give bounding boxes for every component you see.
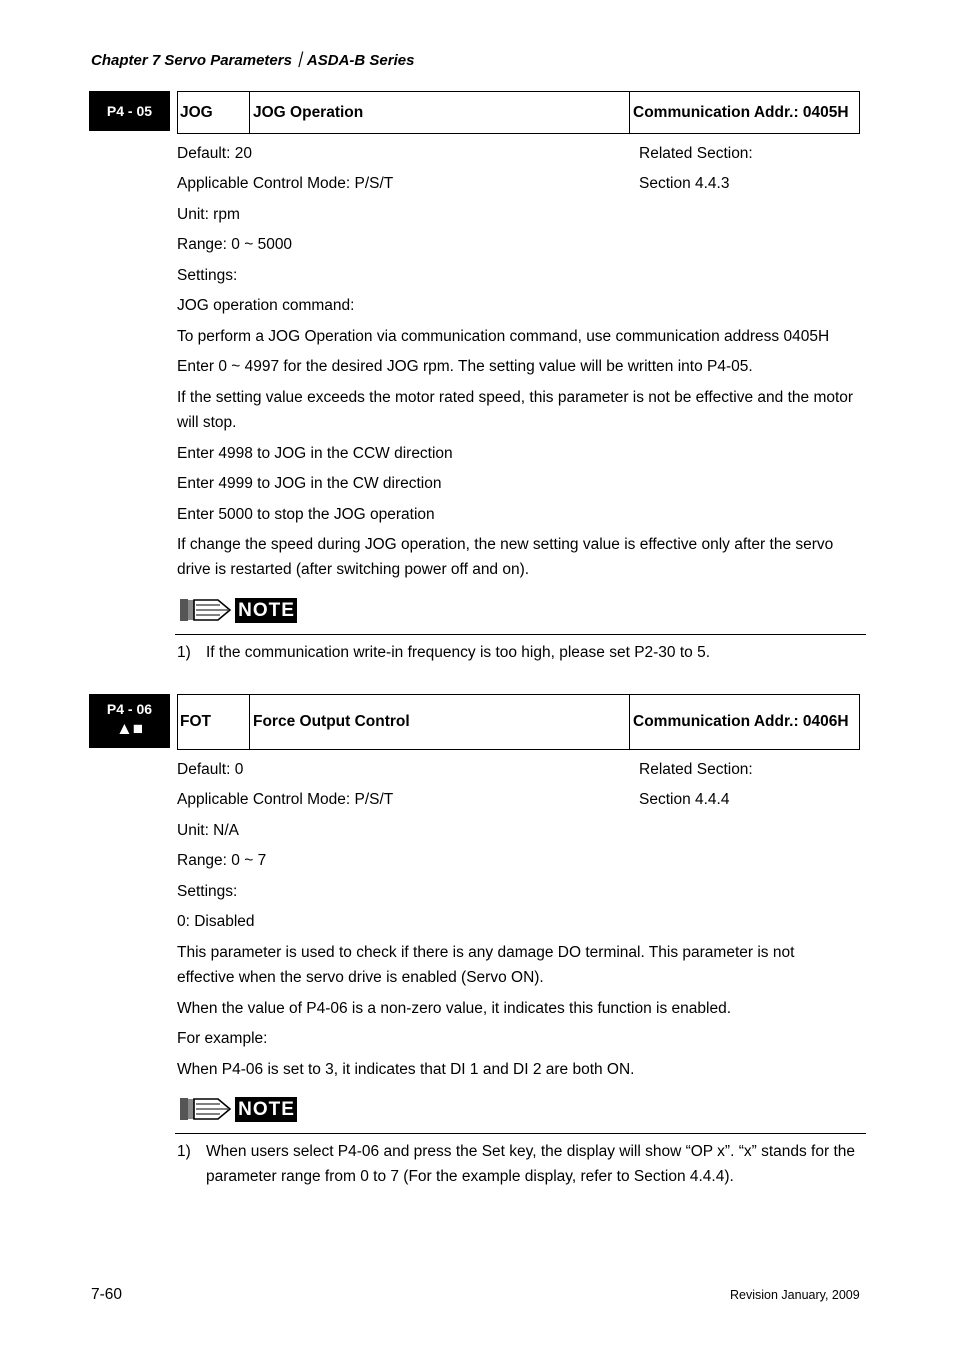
related-section-label: Related Section: xyxy=(639,145,753,162)
body-line: Enter 5000 to stop the JOG operation xyxy=(177,506,435,523)
param-control-mode: Applicable Control Mode: P/S/T xyxy=(177,175,394,192)
note-badge xyxy=(178,1095,298,1128)
param-header-table xyxy=(177,694,860,750)
note-number: 1) xyxy=(177,1143,191,1160)
param-abbr: FOT xyxy=(178,695,250,749)
param-header-table xyxy=(177,91,860,134)
param-id: P4 - 06 xyxy=(106,701,153,717)
note-number: 1) xyxy=(177,644,191,661)
param-id-tag xyxy=(89,91,170,131)
note-text: When users select P4-06 and press the Set key, the display will show “OP x”. “x” stands for the parameter range from 0 to 7 (For the example display, refer to Section 4.4.4). xyxy=(206,1143,855,1185)
related-section-label: Related Section: xyxy=(639,761,753,778)
param-unit: Unit: rpm xyxy=(177,206,240,223)
page-number: 7-60 xyxy=(91,1286,123,1303)
param-name: Force Output Control xyxy=(250,695,630,749)
chapter-header: Chapter 7 Servo Parameters｜ASDA-B Series xyxy=(91,52,415,69)
body-line: JOG operation command: xyxy=(177,297,355,314)
body-paragraph: If change the speed during JOG operation, the new setting value is effective only after the servo drive is restarted (after switching power off and on). xyxy=(177,536,834,578)
related-section-value: Section 4.4.3 xyxy=(639,175,730,192)
body-line: To perform a JOG Operation via communication command, use communication address 0405H xyxy=(177,328,830,345)
param-control-mode: Applicable Control Mode: P/S/T xyxy=(177,791,394,808)
body-paragraph: If the setting value exceeds the motor rated speed, this parameter is not be effective and the motor will stop. xyxy=(177,389,854,431)
note-badge xyxy=(178,596,298,629)
settings-label: Settings: xyxy=(177,883,238,900)
note-text: If the communication write-in frequency is too high, please set P2-30 to 5. xyxy=(206,644,711,661)
param-range: Range: 0 ~ 7 xyxy=(177,852,267,869)
param-unit: Unit: N/A xyxy=(177,822,240,839)
param-range: Range: 0 ~ 5000 xyxy=(177,236,293,253)
param-id: P4 - 05 xyxy=(106,103,153,119)
param-default: Default: 20 xyxy=(177,145,252,162)
note-item xyxy=(177,1139,861,1189)
note-label: NOTE xyxy=(238,1099,295,1120)
body-line: Enter 4999 to JOG in the CW direction xyxy=(177,475,442,492)
note-label: NOTE xyxy=(238,600,295,621)
body-line: Enter 0 ~ 4997 for the desired JOG rpm. The setting value will be written into P4-05. xyxy=(177,358,753,375)
note-item xyxy=(177,640,861,665)
note-divider xyxy=(175,1133,866,1134)
revision-label: Revision January, 2009 xyxy=(730,1288,860,1302)
body-line: When the value of P4-06 is a non-zero value, it indicates this function is enabled. xyxy=(177,1000,732,1017)
param-default: Default: 0 xyxy=(177,761,244,778)
body-line: Enter 4998 to JOG in the CCW direction xyxy=(177,445,453,462)
body-line: 0: Disabled xyxy=(177,913,255,930)
param-abbr: JOG xyxy=(178,92,250,133)
body-line: For example: xyxy=(177,1030,268,1047)
param-comm-addr: Communication Addr.: 0405H xyxy=(633,103,849,121)
param-id-tag xyxy=(89,694,170,748)
param-name: JOG Operation xyxy=(250,92,630,133)
note-divider xyxy=(175,634,866,635)
settings-label: Settings: xyxy=(177,267,238,284)
body-line: When P4-06 is set to 3, it indicates that DI 1 and DI 2 are both ON. xyxy=(177,1061,635,1078)
param-attribute-symbols: ▲■ xyxy=(115,719,144,738)
related-section-value: Section 4.4.4 xyxy=(639,791,730,808)
param-comm-addr: Communication Addr.: 0406H xyxy=(633,713,849,730)
body-paragraph: This parameter is used to check if there is any damage DO terminal. This parameter is not effective when the servo drive is enabled (Servo ON). xyxy=(177,944,795,986)
